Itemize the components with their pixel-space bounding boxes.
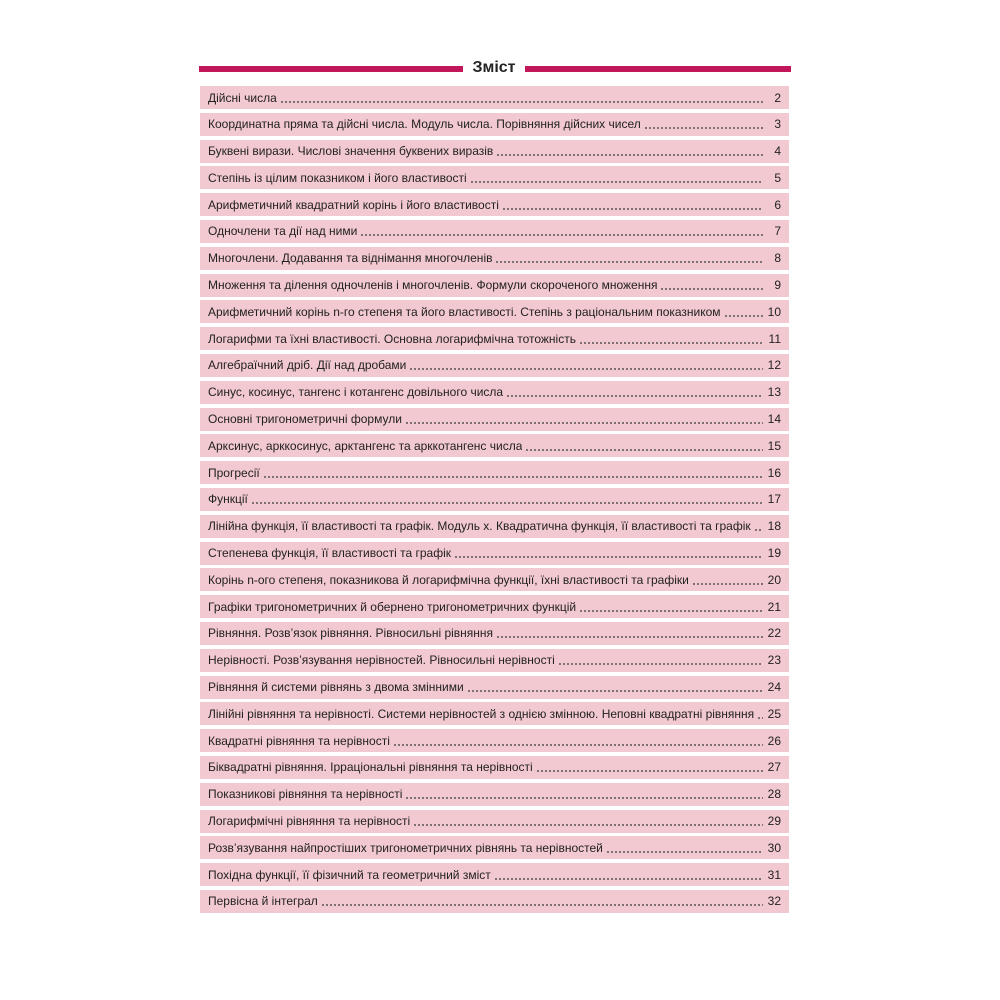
toc-entry[interactable] [200,488,789,511]
dot-leader [280,101,763,103]
toc-entry[interactable] [200,274,789,297]
dot-leader [405,422,763,424]
toc-entry-page-number: 26 [767,733,781,748]
toc-entry-title: Нерівності. Розв’язування нерівностей. Рівносильні нерівності [208,653,555,668]
toc-entry[interactable] [200,622,789,645]
toc-entry-page-number: 22 [767,626,781,641]
toc-entry-title: Одночлени та дії над ними [208,224,358,239]
dot-leader [409,368,763,370]
toc-entry-title: Арифметичний корінь n-го степеня та його властивості. Степінь з раціональним показником [208,304,721,319]
dot-leader [496,154,763,156]
toc-entry[interactable] [200,676,789,699]
toc-entry-title: Степінь із цілим показником і його властивості [208,170,467,185]
toc-entry[interactable] [200,515,789,538]
toc-entry-title: Буквені вирази. Числові значення буквених виразів [208,144,494,159]
toc-entry-title: Алгебраїчний дріб. Дії над дробами [208,358,407,373]
toc-entry-page-number: 15 [767,438,781,453]
toc-header [199,60,791,78]
toc-entry-page-number: 6 [774,197,781,212]
toc-entry-title: Біквадратні рівняння. Ірраціональні рівняння та нерівності [208,760,533,775]
toc-entry[interactable] [200,836,789,859]
dot-leader [360,234,763,236]
dot-leader [606,851,763,853]
toc-entry-title: Множення та ділення одночленів і многочленів. Формули скороченого множення [208,278,658,293]
toc-entry[interactable] [200,810,789,833]
dot-leader [467,690,763,692]
toc-entry-page-number: 25 [767,706,781,721]
toc-entry-title: Логарифмічні рівняння та нерівності [208,814,411,829]
toc-entry-page-number: 31 [767,867,781,882]
toc-entry-page-number: 20 [767,572,781,587]
dot-leader [251,502,763,504]
toc-entry-page-number: 16 [767,465,781,480]
toc-entry-title: Синус, косинус, тангенс і котангенс довільного числа [208,385,504,400]
toc-entry-page-number: 30 [767,840,781,855]
toc-entry-title: Похідна функції, її фізичний та геометричний зміст [208,867,491,882]
toc-entry-title: Многочлени. Додавання та віднімання многочленів [208,251,493,266]
dot-leader [405,797,763,799]
toc-entry-page-number: 10 [767,304,781,319]
toc-entry-title: Графіки тригонометричних й обернено тригонометричних функцій [208,599,577,614]
toc-entry-page-number: 19 [767,546,781,561]
dot-leader [754,529,763,531]
toc-entry-page-number: 18 [767,519,781,534]
toc-entry-title: Розв’язування найпростіших тригонометричних рівнянь та нерівностей [208,840,603,855]
toc-entry-page-number: 24 [767,680,781,695]
toc-entry-page-number: 4 [774,144,781,159]
dot-leader [321,904,763,906]
toc-entry-title: Координатна пряма та дійсні числа. Модуль числа. Порівняння дійсних чисел [208,117,641,132]
toc-entry-title: Рівняння й системи рівнянь з двома змінними [208,680,464,695]
toc-entry[interactable] [200,86,789,109]
toc-entry-title: Арифметичний квадратний корінь і його властивості [208,197,499,212]
toc-entry-title: Функції [208,492,248,507]
dot-leader [644,127,763,129]
toc-entry-title: Арксинус, арккосинус, арктангенс та арккотангенс числа [208,438,523,453]
toc-entry-page-number: 5 [774,170,781,185]
dot-leader [263,476,763,478]
dot-leader [506,395,763,397]
dot-leader [558,663,763,665]
toc-entry[interactable] [200,434,789,457]
header-rule-left [199,66,463,72]
toc-entry-title: Дійсні числа [208,90,277,105]
dot-leader [393,744,763,746]
toc-entry[interactable] [200,702,789,725]
toc-entry[interactable] [200,193,789,216]
toc-entry-page-number: 32 [767,894,781,909]
dot-leader [494,878,763,880]
toc-entry-title: Показникові рівняння та нерівності [208,787,403,802]
toc-entry-title: Корінь n-ого степеня, показникова й логарифмічна функції, їхні властивості та графіки [208,572,689,587]
toc-entry-page-number: 9 [774,278,781,293]
dot-leader [470,181,763,183]
toc-entry[interactable] [200,220,789,243]
toc-entry[interactable] [200,354,789,377]
dot-leader [757,717,763,719]
toc-entry[interactable] [200,461,789,484]
dot-leader [536,770,763,772]
toc-entry[interactable] [200,568,789,591]
toc-entry[interactable] [200,649,789,672]
toc-entry-page-number: 23 [767,653,781,668]
dot-leader [692,583,763,585]
toc-entry[interactable] [200,408,789,431]
toc-entry-title: Степенева функція, її властивості та графік [208,546,452,561]
toc-entry-title: Прогресії [208,465,260,480]
toc-entry-page-number: 11 [768,331,781,346]
toc-entry-title: Первісна й інтеграл [208,894,318,909]
toc-entry[interactable] [200,381,789,404]
toc-entry-title: Лінійна функція, її властивості та графік. Модуль x. Квадратична функція, її властивості та графік [208,519,751,534]
dot-leader [495,261,763,263]
toc-entry[interactable] [200,300,789,323]
toc-entry-title: Лінійні рівняння та нерівності. Системи нерівностей з однією змінною. Неповні квадратні рівняння [208,706,754,721]
toc-entry-page-number: 12 [767,358,781,373]
toc-entry[interactable] [200,890,789,913]
toc-entry[interactable] [200,113,789,136]
toc-entry[interactable] [200,327,789,350]
dot-leader [579,342,763,344]
toc-entry-page-number: 14 [767,412,781,427]
toc-entry-page-number: 13 [767,385,781,400]
toc-entry-page-number: 7 [774,224,781,239]
toc-entry-page-number: 2 [774,90,781,105]
dot-leader [496,636,763,638]
toc-entry[interactable] [200,542,789,565]
dot-leader [660,288,763,290]
toc-entry-title: Рівняння. Розв’язок рівняння. Рівносильні рівняння [208,626,494,641]
dot-leader [502,208,763,210]
dot-leader [413,824,763,826]
toc-entry-page-number: 17 [767,492,781,507]
toc-entry[interactable] [200,756,789,779]
toc-entry[interactable] [200,247,789,270]
toc-entry-page-number: 8 [774,251,781,266]
header-rule-right [525,66,791,72]
toc-entry-title: Основні тригонометричні формули [208,412,402,427]
toc-entry-page-number: 28 [767,787,781,802]
toc-entry[interactable] [200,595,789,618]
dot-leader [579,610,763,612]
toc-entry-title: Логарифми та їхні властивості. Основна логарифмічна тотожність [208,331,576,346]
toc-entry[interactable] [200,863,789,886]
toc-entry[interactable] [200,140,789,163]
toc-entry-page-number: 27 [767,760,781,775]
toc-entry-page-number: 29 [767,814,781,829]
toc-entry[interactable] [200,166,789,189]
table-of-contents [200,86,789,917]
toc-entry-page-number: 3 [774,117,781,132]
page-title: Зміст [472,59,516,76]
toc-entry[interactable] [200,729,789,752]
dot-leader [724,315,763,317]
dot-leader [525,449,763,451]
toc-entry-title: Квадратні рівняння та нерівності [208,733,390,748]
dot-leader [454,556,763,558]
toc-entry-page-number: 21 [767,599,781,614]
toc-entry[interactable] [200,783,789,806]
